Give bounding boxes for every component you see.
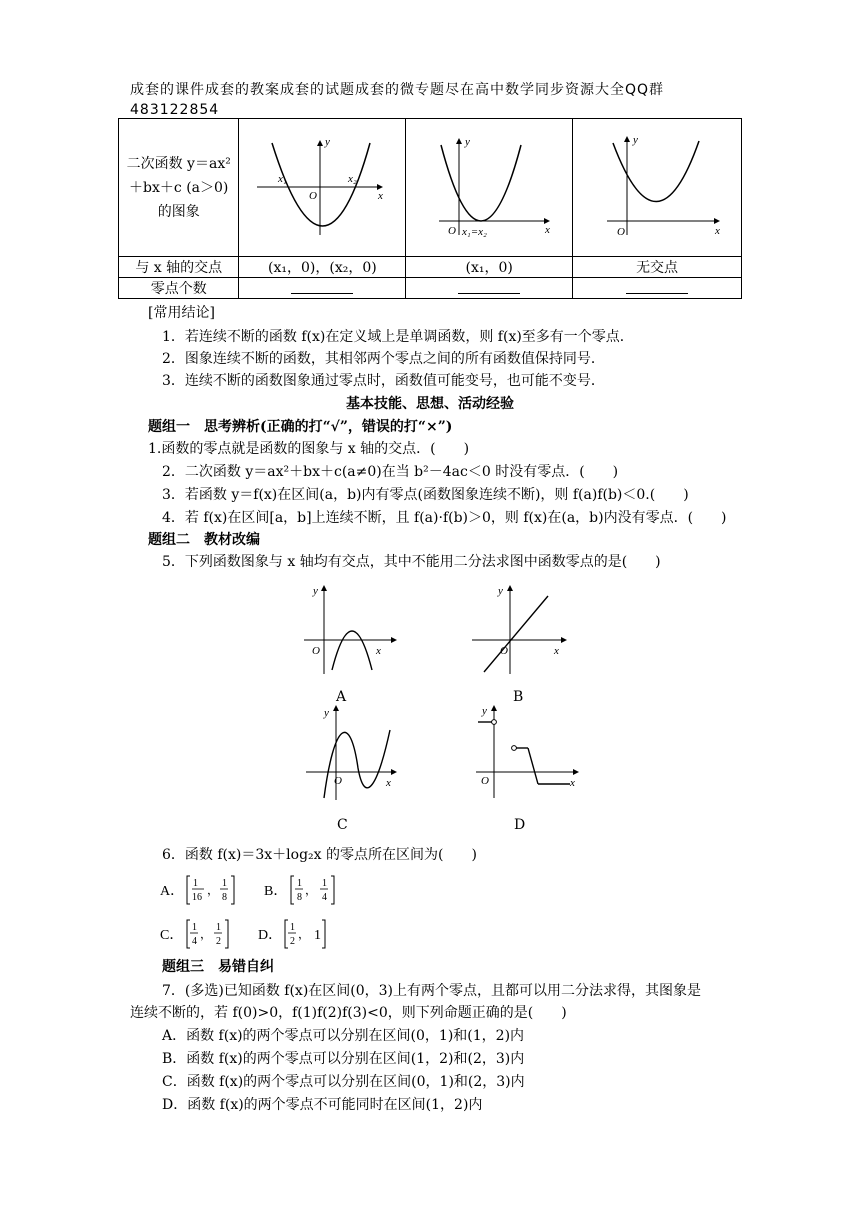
y-label: y	[633, 133, 638, 146]
blank-answer-3[interactable]	[573, 278, 742, 299]
svg-text:，: ，	[200, 927, 213, 941]
intersection-none: 无交点	[573, 257, 742, 278]
option-a-graph	[296, 582, 406, 678]
q6-option-c-letter: C．	[160, 928, 184, 943]
origin-label: O	[312, 645, 320, 657]
frac-num: 1	[297, 878, 302, 889]
origin-label: O	[334, 775, 342, 787]
page-header: 成套的课件成套的教案成套的试题成套的微专题尽在高中数学同步资源大全QQ群483122854	[130, 82, 665, 118]
x-label: x	[386, 777, 391, 789]
q7-option-d: D．函数 f(x)的两个零点不可能同时在区间(1，2)内	[162, 1097, 483, 1113]
intersection-two: (x₁，0)，(x₂，0)	[239, 257, 406, 278]
question-7-line2: 连续不断的，若 f(0)>0，f(1)f(2)f(3)<0，则下列命题正确的是( )	[130, 1005, 567, 1021]
q7-option-c: C．函数 f(x)的两个零点可以分别在区间(0，1)和(2，3)内	[162, 1074, 525, 1090]
group2-title: 题组二 教材改编	[148, 532, 260, 548]
svg-text:，: ，	[298, 927, 311, 941]
option-d-graph	[474, 702, 584, 802]
frac-num: 1	[192, 922, 197, 933]
x-label: x	[570, 777, 575, 789]
conclusion-item: 1．若连续不断的函数 f(x)在定义域上是单调函数，则 f(x)至多有一个零点．	[162, 329, 634, 345]
frac-den: 4	[322, 892, 327, 903]
svg-text:，: ，	[207, 883, 220, 897]
group1-item: 2．二次函数 y＝ax²＋bx＋c(a≠0)在当 b²－4ac＜0 时没有零点．( )	[162, 464, 619, 480]
row-label-graph	[119, 119, 239, 257]
label-line: ＋bx＋c (a＞0)	[129, 179, 229, 196]
frac-den: 8	[297, 892, 302, 903]
group1-item: 4．若 f(x)在区间[a，b]上连续不断，且 f(a)·f(b)＞0，则 f(x)在(a，b)内没有零点．( )	[162, 510, 727, 526]
origin-label: O	[500, 645, 508, 657]
label-line: 二次函数 y＝ax²	[126, 155, 231, 172]
option-c-graph	[300, 702, 410, 802]
parabola-one-root-graph	[419, 131, 559, 241]
frac-den: 2	[216, 936, 221, 947]
option-c-label: C	[337, 817, 348, 833]
y-label: y	[482, 705, 487, 717]
section-title: 基本技能、思想、活动经验	[346, 396, 514, 412]
zero-point-table	[118, 118, 742, 299]
blank-answer-1[interactable]	[239, 278, 406, 299]
x-label: x	[376, 645, 381, 657]
q7-option-a: A．函数 f(x)的两个零点可以分别在区间(0，1)和(1，2)内	[162, 1028, 525, 1044]
origin-label: O	[448, 224, 457, 237]
frac-den: 4	[192, 936, 197, 947]
q6-option-b-letter: B．	[264, 884, 288, 899]
frac-num: 1	[290, 922, 295, 933]
x-label: x	[715, 224, 720, 237]
origin-label: O	[617, 225, 626, 238]
frac-num: 1	[193, 878, 198, 889]
origin-label: O	[481, 775, 489, 787]
option-a-label: A	[336, 689, 347, 705]
row-label-zero-count: 零点个数	[119, 278, 239, 299]
svg-text:，: ，	[305, 883, 318, 897]
graph-one-root	[406, 119, 573, 257]
origin-label: O	[309, 189, 318, 202]
y-label: y	[465, 135, 471, 148]
group1-item: 1.函数的零点就是函数的图象与 x 轴的交点．( )	[148, 441, 470, 457]
y-label: y	[313, 585, 318, 597]
svg-text:1: 1	[314, 928, 321, 943]
question-6: 6．函数 f(x)＝3x＋log₂x 的零点所在区间为( )	[162, 847, 477, 863]
y-label: y	[325, 135, 331, 148]
x-label: x	[545, 223, 551, 236]
q6-option-a-letter: A．	[160, 884, 185, 899]
intersection-one: (x₁，0)	[406, 257, 573, 278]
label-line: 的图象	[157, 203, 200, 220]
q7-option-b: B．函数 f(x)的两个零点可以分别在区间(1，2)和(2，3)内	[162, 1051, 525, 1067]
graph-no-root	[573, 119, 742, 257]
row-label-intersection: 与 x 轴的交点	[119, 257, 239, 278]
frac-den: 16	[192, 892, 202, 903]
conclusion-item: 2．图象连续不断的函数，其相邻两个零点之间的所有函数值保持同号．	[162, 351, 605, 367]
frac-num: 1	[322, 878, 327, 889]
conclusion-item: 3．连续不断的函数图象通过零点时，函数值可能变号，也可能不变号．	[162, 373, 605, 389]
question-5: 5．下列函数图象与 x 轴均有交点，其中不能用二分法求图中函数零点的是( )	[162, 554, 661, 570]
option-d-label: D	[514, 817, 526, 833]
x1-label: x₁	[278, 172, 288, 185]
conclusions-title: [常用结论]	[148, 305, 215, 321]
group3-title: 题组三 易错自纠	[162, 959, 274, 975]
question-7-line1: 7．(多选)已知函数 f(x)在区间(0，3)上有两个零点，且都可以用二分法求得，其图象是	[162, 983, 702, 999]
group1-item: 3．若函数 y＝f(x)在区间(a，b)内有零点(函数图象连续不断)，则 f(a)f(b)＜0.( )	[162, 487, 689, 503]
x-label: x	[554, 645, 559, 657]
frac-num: 1	[222, 878, 227, 889]
q6-options-cd	[160, 916, 360, 952]
option-b-graph	[466, 582, 576, 678]
x-label: x	[378, 189, 384, 202]
frac-den: 8	[222, 892, 227, 903]
q6-options-ab	[160, 872, 360, 908]
y-label: y	[498, 585, 503, 597]
frac-num: 1	[216, 922, 221, 933]
x1-eq-x2-label: x₁=x₂	[462, 225, 488, 238]
parabola-no-root-graph	[587, 131, 727, 241]
q6-option-d-letter: D．	[258, 928, 283, 943]
graph-two-roots	[239, 119, 406, 257]
group1-title: 题组一 思考辨析(正确的打“√”，错误的打“×”)	[148, 419, 453, 435]
parabola-two-roots-graph	[252, 131, 392, 241]
option-b-label: B	[513, 689, 524, 705]
y-label: y	[324, 707, 329, 719]
x2-label: x₂	[348, 172, 358, 185]
blank-answer-2[interactable]	[406, 278, 573, 299]
frac-den: 2	[290, 936, 295, 947]
